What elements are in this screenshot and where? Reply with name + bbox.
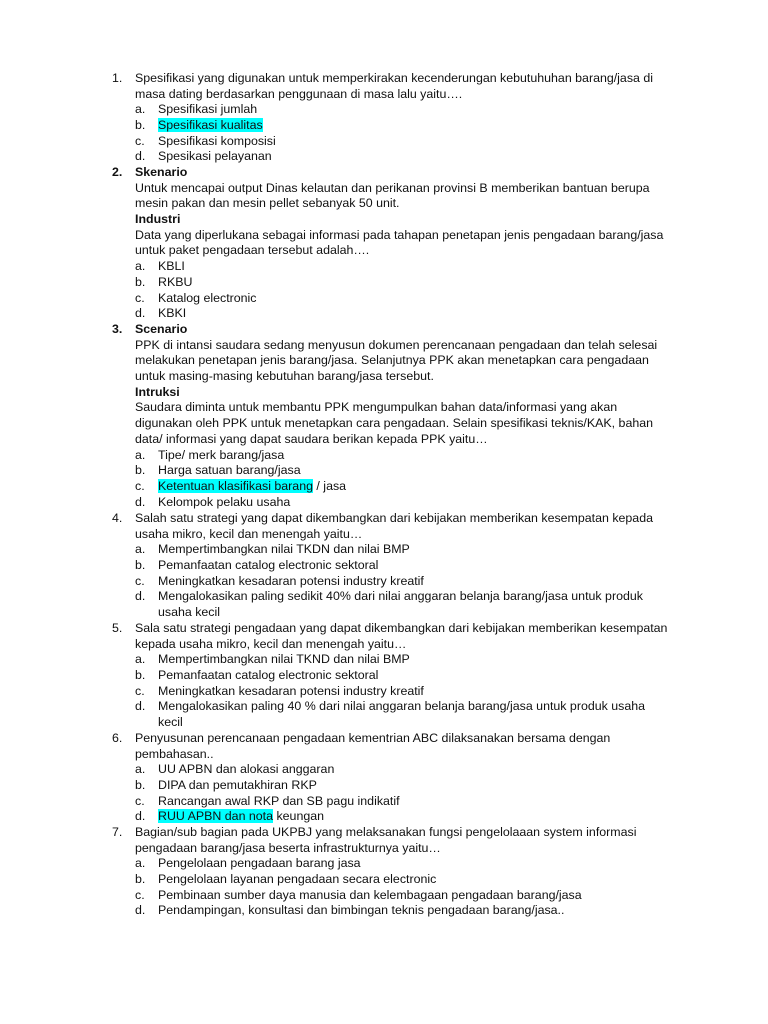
option-text: Mengalokasikan paling sedikit 40% dari nilai anggaran belanja barang/jasa untuk produk	[158, 589, 643, 604]
option-text: Pengelolaan pengadaan barang jasa	[158, 856, 361, 871]
option-letter: a.	[135, 762, 146, 777]
question-number: 2.	[112, 165, 123, 179]
option-text-rest: keungan	[273, 809, 325, 824]
option-text: UU APBN dan alokasi anggaran	[158, 762, 335, 777]
question-text: Sala satu strategi pengadaan yang dapat dikembangkan dari kebijakan memberikan kesempatan	[135, 621, 668, 635]
option-letter: a.	[135, 259, 146, 274]
option-b	[135, 275, 672, 291]
option-letter: a.	[135, 102, 146, 117]
option-letter: b.	[135, 558, 146, 573]
section-heading: Industri	[135, 212, 181, 227]
question-text: pembahasan..	[135, 746, 214, 761]
option-c	[135, 479, 672, 495]
option-text: RKBU	[158, 274, 193, 289]
option-text-continued: usaha kecil	[158, 605, 220, 620]
option-b	[135, 463, 672, 479]
option-b	[135, 118, 672, 134]
question-4	[112, 511, 672, 621]
option-text: Tipe/ merk barang/jasa	[158, 447, 285, 462]
option-a	[135, 102, 672, 118]
option-c	[135, 888, 672, 904]
question-6	[112, 731, 672, 825]
option-text: Katalog electronic	[158, 290, 257, 305]
option-letter: c.	[135, 290, 145, 305]
section-heading: Skenario	[135, 165, 188, 179]
option-letter: b.	[135, 274, 146, 289]
option-c	[135, 794, 672, 810]
option-text: Spesifikasi jumlah	[158, 102, 258, 117]
option-letter: d.	[135, 699, 146, 714]
option-text-rest: / jasa	[312, 478, 347, 493]
section-heading: Scenario	[135, 322, 188, 336]
option-a	[135, 652, 672, 668]
option-text: KBLI	[158, 259, 185, 274]
option-b	[135, 668, 672, 684]
option-letter: c.	[135, 793, 145, 808]
question-text: kepada usaha mikro, kecil dan menengah yaitu…	[135, 636, 407, 651]
option-letter: c.	[135, 573, 145, 588]
option-text: Spesifikasi komposisi	[158, 133, 276, 148]
option-text: Spesikasi pelayanan	[158, 149, 272, 164]
question-text: Bagian/sub bagian pada UKPBJ yang melaksanakan fungsi pengelolaaan system informasi	[135, 825, 637, 839]
option-a	[135, 856, 672, 872]
option-letter: d.	[135, 149, 146, 164]
option-a	[135, 762, 672, 778]
option-a	[135, 542, 672, 558]
option-text: Pemanfaatan catalog electronic sektoral	[158, 668, 379, 683]
option-d	[135, 149, 672, 165]
option-text: DIPA dan pemutakhiran RKP	[158, 778, 317, 793]
option-letter: c.	[135, 133, 145, 148]
option-letter: d.	[135, 306, 146, 321]
question-7	[112, 825, 672, 919]
question-text: untuk masing-masing kebutuhan barang/jasa tersebut.	[135, 369, 434, 384]
option-letter: c.	[135, 683, 145, 698]
question-text: data/ informasi yang dapat saudara berikan kepada PPK yaitu…	[135, 431, 488, 446]
highlighted-answer: Spesifikasi kualitas	[158, 118, 263, 133]
option-c	[135, 291, 672, 307]
option-text: Kelompok pelaku usaha	[158, 494, 291, 509]
question-number: 1.	[112, 71, 123, 85]
question-text: melakukan penetapan jenis barang/jasa. Selanjutnya PPK akan menetapkan cara pengadaan	[135, 353, 649, 368]
question-number: 6.	[112, 731, 123, 745]
question-text: Salah satu strategi yang dapat dikembangkan dari kebijakan memberikan kesempatan kepada	[135, 511, 653, 525]
section-heading: Intruksi	[135, 384, 180, 399]
question-1	[112, 71, 672, 165]
question-text: masa dating berdasarkan penggunaan di masa lalu yaitu….	[135, 86, 463, 101]
option-c	[135, 134, 672, 150]
option-b	[135, 778, 672, 794]
question-text: untuk paket pengadaan tersebut adalah….	[135, 243, 370, 258]
option-b	[135, 872, 672, 888]
option-c	[135, 684, 672, 700]
option-d	[135, 699, 672, 715]
option-d	[135, 495, 672, 511]
question-text: Untuk mencapai output Dinas kelautan dan perikanan provinsi B memberikan bantuan berupa	[135, 180, 650, 195]
option-text: Pendampingan, konsultasi dan bimbingan teknis pengadaan barang/jasa..	[158, 903, 565, 918]
question-2	[112, 165, 672, 322]
option-text: Mempertimbangkan nilai TKND dan nilai BMP	[158, 652, 410, 667]
question-text: PPK di intansi saudara sedang menyusun dokumen perencanaan pengadaan dan telah selesai	[135, 337, 658, 352]
option-a	[135, 448, 672, 464]
option-text: KBKI	[158, 306, 187, 321]
option-text: Pemanfaatan catalog electronic sektoral	[158, 558, 379, 573]
question-text: Data yang diperlukana sebagai informasi pada tahapan penetapan jenis pengadaan barang/jasa	[135, 227, 664, 242]
option-letter: d.	[135, 903, 146, 918]
question-number: 3.	[112, 322, 123, 336]
option-text: Meningkatkan kesadaran potensi industry kreatif	[158, 683, 424, 698]
question-text: mesin pakan dan mesin pellet sebanyak 50 unit.	[135, 196, 400, 211]
option-text: Meningkatkan kesadaran potensi industry kreatif	[158, 573, 424, 588]
option-letter: a.	[135, 856, 146, 871]
option-letter: b.	[135, 118, 146, 133]
highlighted-answer: Ketentuan klasifikasi barang	[158, 478, 313, 493]
option-d	[135, 903, 672, 919]
option-letter: b.	[135, 668, 146, 683]
option-b	[135, 558, 672, 574]
question-text: pengadaan barang/jasa beserta infrastrukturnya yaitu…	[135, 840, 441, 855]
question-text: Saudara diminta untuk membantu PPK mengumpulkan bahan data/informasi yang akan	[135, 400, 618, 415]
option-text: Mempertimbangkan nilai TKDN dan nilai BMP	[158, 542, 410, 557]
question-number: 5.	[112, 621, 123, 635]
question-number: 4.	[112, 511, 123, 525]
option-letter: a.	[135, 542, 146, 557]
option-letter: a.	[135, 652, 146, 667]
question-text: usaha mikro, kecil dan menengah yaitu…	[135, 526, 363, 541]
highlighted-answer: RUU APBN dan nota	[158, 809, 274, 824]
option-d	[135, 809, 672, 825]
option-letter: b.	[135, 463, 146, 478]
option-d	[135, 306, 672, 322]
question-text: Penyusunan perencanaan pengadaan kementrian ABC dilaksanakan bersama dengan	[135, 731, 611, 745]
option-letter: c.	[135, 887, 145, 902]
option-letter: c.	[135, 478, 145, 493]
option-letter: a.	[135, 447, 146, 462]
question-text: digunakan oleh PPK untuk menetapkan cara pengadaan. Selain spesifikasi teknis/KAK, bahan	[135, 416, 654, 431]
option-letter: d.	[135, 809, 146, 824]
option-text-continued: kecil	[158, 715, 183, 730]
option-text: Harga satuan barang/jasa	[158, 463, 301, 478]
option-text: Rancangan awal RKP dan SB pagu indikatif	[158, 793, 400, 808]
option-letter: b.	[135, 778, 146, 793]
option-letter: d.	[135, 494, 146, 509]
question-5	[112, 621, 672, 731]
option-c	[135, 574, 672, 590]
option-letter: b.	[135, 872, 146, 887]
option-letter: d.	[135, 589, 146, 604]
question-3	[112, 322, 672, 510]
option-text: Mengalokasikan paling 40 % dari nilai anggaran belanja barang/jasa untuk produk usaha	[158, 699, 646, 714]
question-text: Spesifikasi yang digunakan untuk memperkirakan kecenderungan kebutuhuhan barang/jasa di	[135, 71, 653, 85]
question-number: 7.	[112, 825, 123, 839]
option-a	[135, 259, 672, 275]
option-text: Pengelolaan layanan pengadaan secara electronic	[158, 872, 437, 887]
option-d	[135, 589, 672, 605]
option-text: Pembinaan sumber daya manusia dan kelembagaan pengadaan barang/jasa	[158, 887, 582, 902]
